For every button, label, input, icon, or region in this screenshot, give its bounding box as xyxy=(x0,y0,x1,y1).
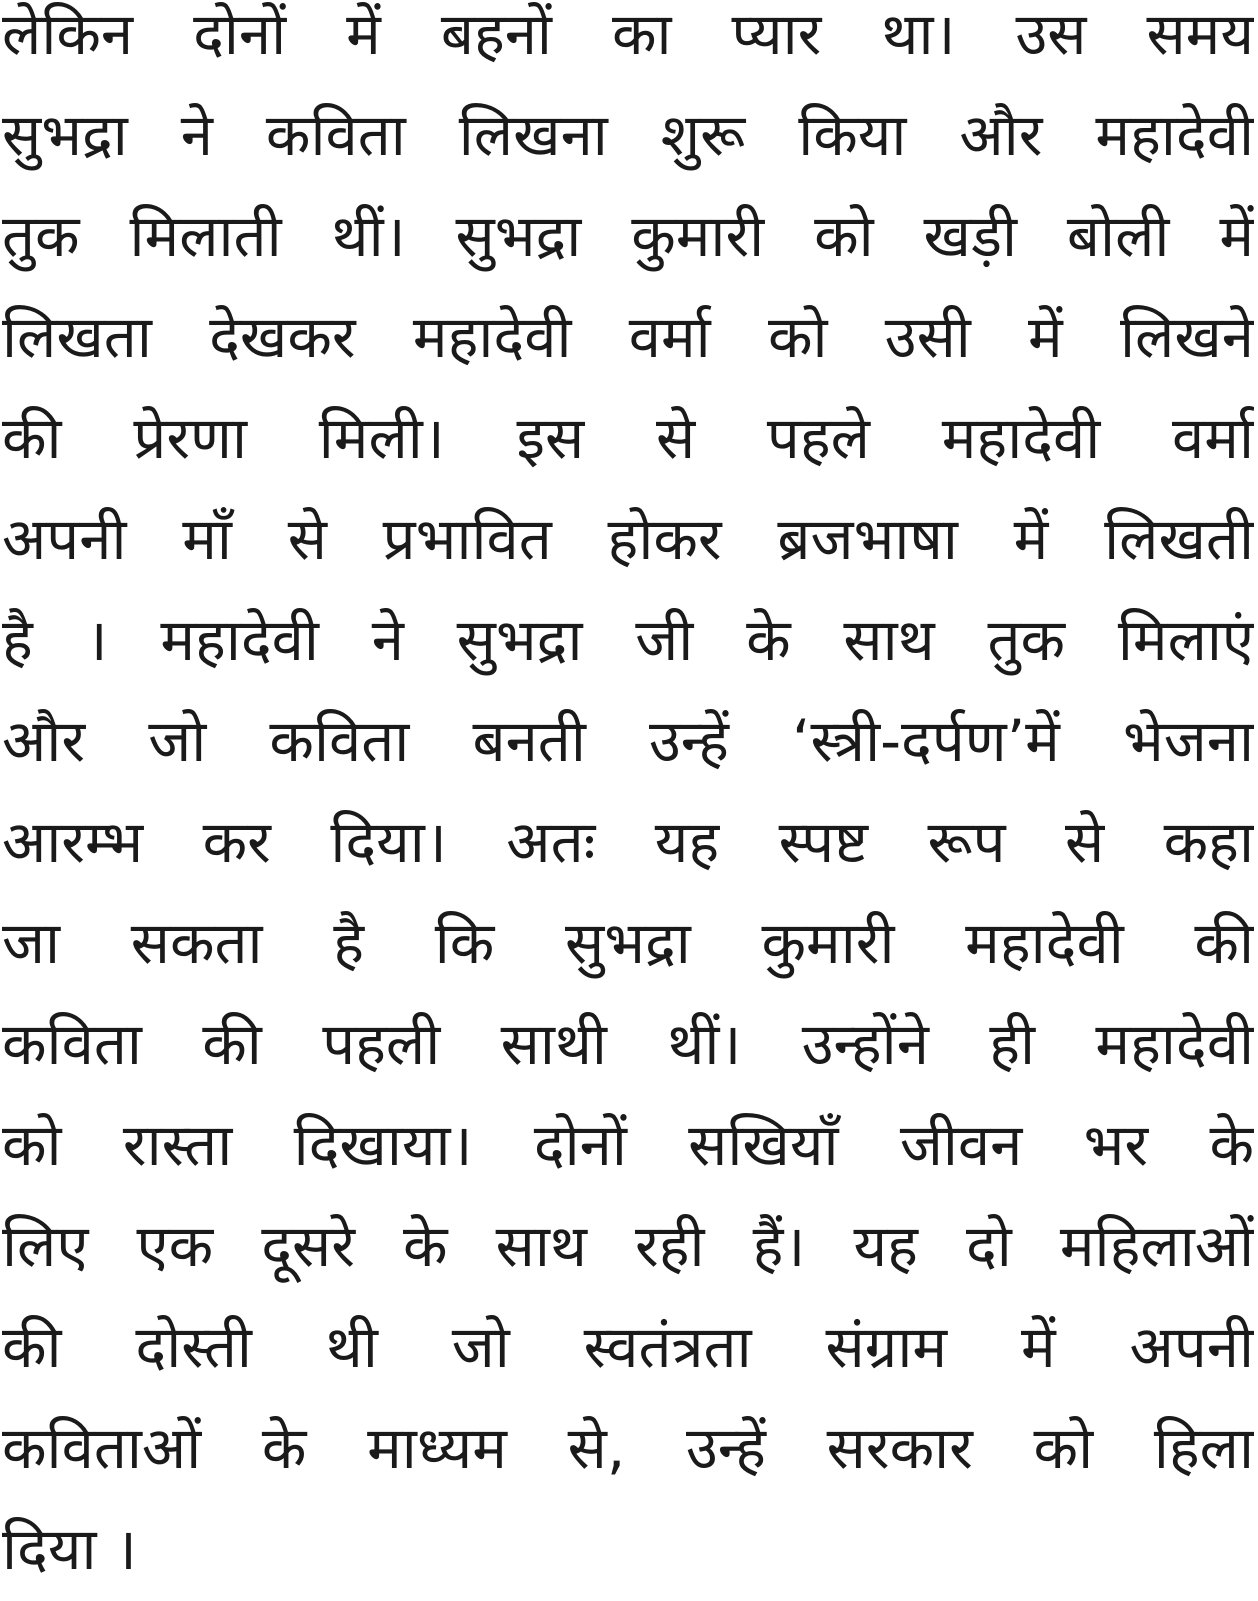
text-line-5: की प्रेरणा मिली। इस से पहले महादेवी वर्मा xyxy=(2,404,1254,472)
text-line-11: कविता की पहली साथी थीं। उन्होंने ही महादेवी xyxy=(2,1010,1254,1078)
text-line-2: सुभद्रा ने कविता लिखना शुरू किया और महादेवी xyxy=(2,101,1254,169)
text-line-15: कविताओं के माध्यम से, उन्हें सरकार को हिला xyxy=(2,1414,1254,1482)
text-line-12: को रास्ता दिखाया। दोनों सखियाँ जीवन भर के xyxy=(2,1111,1254,1179)
text-line-16: दिया । xyxy=(2,1515,137,1583)
text-line-3: तुक मिलाती थीं। सुभद्रा कुमारी को खड़ी बोली में xyxy=(2,202,1254,270)
text-line-4: लिखता देखकर महादेवी वर्मा को उसी में लिखने xyxy=(2,303,1254,371)
text-line-7: है । महादेवी ने सुभद्रा जी के साथ तुक मिलाएं xyxy=(2,606,1254,674)
text-line-13: लिए एक दूसरे के साथ रही हैं। यह दो महिलाओं xyxy=(2,1212,1254,1280)
text-line-10: जा सकता है कि सुभद्रा कुमारी महादेवी की xyxy=(2,909,1254,977)
text-line-14: की दोस्ती थी जो स्वतंत्रता संग्राम में अपनी xyxy=(2,1313,1254,1381)
text-line-1: लेकिन दोनों में बहनों का प्यार था। उस समय xyxy=(2,0,1254,68)
text-line-6: अपनी माँ से प्रभावित होकर ब्रजभाषा में लिखती xyxy=(2,505,1254,573)
text-line-8: और जो कविता बनती उन्हें ‘स्त्री-दर्पण’में भेजना xyxy=(2,707,1254,775)
text-line-9: आरम्भ कर दिया। अतः यह स्पष्ट रूप से कहा xyxy=(2,808,1254,876)
